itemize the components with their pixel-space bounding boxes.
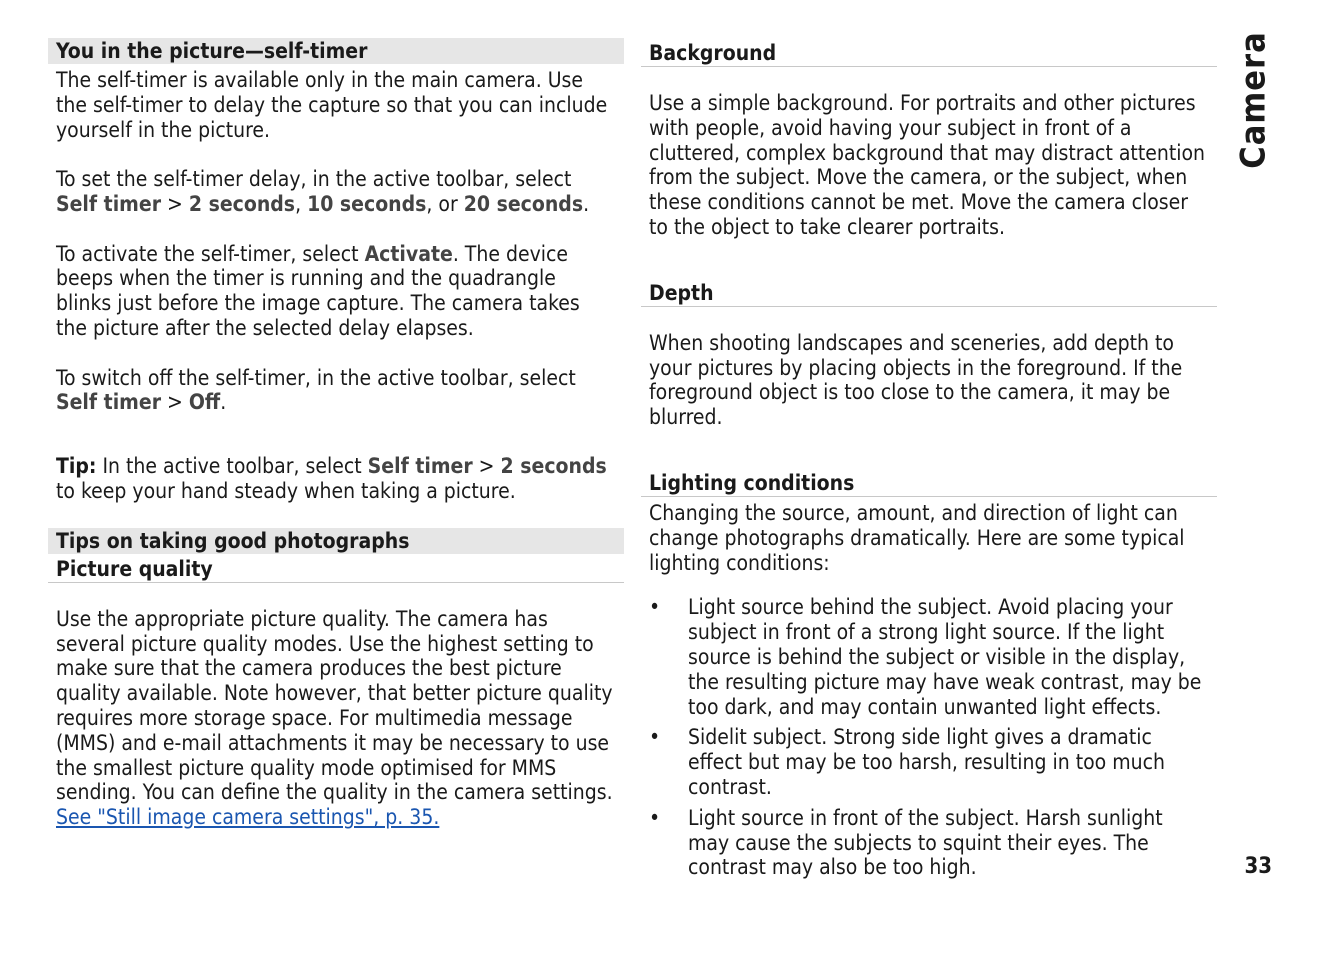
still-image-settings-link[interactable]: See "Still image camera settings", p. 35. [56,805,440,830]
tips-heading: Tips on taking good photographs [48,528,624,554]
tip-paragraph [48,454,624,504]
lighting-list [641,595,1217,880]
arrow-separator: > [472,454,501,479]
bullet-icon: • [649,595,661,620]
two-seconds-option: 2 seconds [500,454,607,479]
list-item [649,806,1209,880]
activate-text: To activate the self-timer, select [56,241,365,266]
bullet-icon: • [649,725,661,750]
picture-quality-text: Use the appropriate picture quality. The camera has several picture quality modes. Use the highest setting to make sure that the camera produces the best picture quality available. Note however, that better picture quality requires more storage space. For multimedia message (MMS) and e-mail attachments it may be necessary to use the smallest picture quality mode optimised for MMS sending. You can define the quality in the camera settings. [56,606,613,805]
twenty-seconds-option: 20 seconds [463,191,584,216]
self-timer-option: Self timer [56,390,162,415]
chapter-tab-label: Camera [1233,31,1274,169]
lighting-heading: Lighting conditions [641,470,1217,497]
right-column [641,38,1217,886]
separator: , [295,191,308,216]
arrow-separator: > [161,191,189,216]
activate-description: . The device beeps when the timer is running and the quadrangle blinks just before the image capture. The camera takes the picture after the selected delay elapses. [56,241,580,340]
left-column [48,38,624,830]
depth-heading: Depth [641,280,1217,307]
tip-text-end: to keep your hand steady when taking a picture. [56,478,516,503]
switch-off-text: To switch off the self-timer, in the active toolbar, select [56,365,576,390]
list-item [649,725,1209,799]
tip-text: In the active toolbar, select [96,454,368,479]
period: . [583,191,590,216]
self-timer-option: Self timer [367,454,473,479]
activate-option: Activate [364,241,453,266]
chapter-tab [1233,31,1274,169]
list-item [649,595,1209,719]
set-delay-text: To set the self-timer delay, in the active toolbar, select [56,167,572,192]
bullet-icon: • [649,805,661,830]
arrow-separator: > [161,390,189,415]
page-number: 33 [1244,854,1272,879]
self-timer-intro: The self-timer is available only in the main camera. Use the self-timer to delay the capture so that you can include yourself in the picture. [56,68,608,142]
activate-paragraph [48,242,624,341]
background-body: Use a simple background. For portraits and other pictures with people, avoid having your subject in front of a cluttered, complex background that may distract attention from the subject. Move the camera, or the subject, when these conditions cannot be met. Move the camera closer to the object to take clearer portraits. [649,91,1206,239]
depth-body: When shooting landscapes and sceneries, add depth to your pictures by placing objects in the foreground. If the foreground object is too close to the camera, it may be blurred. [649,330,1183,430]
ten-seconds-option: 10 seconds [307,191,427,216]
picture-quality-heading: Picture quality [48,556,624,583]
lighting-body: Changing the source, amount, and direction of light can change photographs dramatically. Here are some typical lighting conditions: [649,500,1185,575]
separator: , or [426,191,464,216]
set-delay-paragraph [48,167,624,217]
self-timer-heading: You in the picture—self-timer [48,38,624,64]
list-item-text: Light source behind the subject. Avoid placing your subject in front of a strong light source. If the light source is behind the subject or visible in the display, the resulting picture may have weak contrast, may be too dark, and may contain unwanted light effects. [688,595,1202,719]
tip-label: Tip: [56,454,97,479]
two-seconds-option: 2 seconds [188,191,296,216]
picture-quality-body [48,607,624,830]
background-heading: Background [641,38,1217,67]
period: . [220,390,227,415]
switch-off-paragraph [48,366,624,416]
list-item-text: Light source in front of the subject. Harsh sunlight may cause the subjects to squint their eyes. The contrast may also be too high. [688,805,1163,880]
self-timer-option: Self timer [56,191,162,216]
off-option: Off [188,390,221,415]
list-item-text: Sidelit subject. Strong side light gives a dramatic effect but may be too harsh, resulting in too much contrast. [688,725,1165,799]
